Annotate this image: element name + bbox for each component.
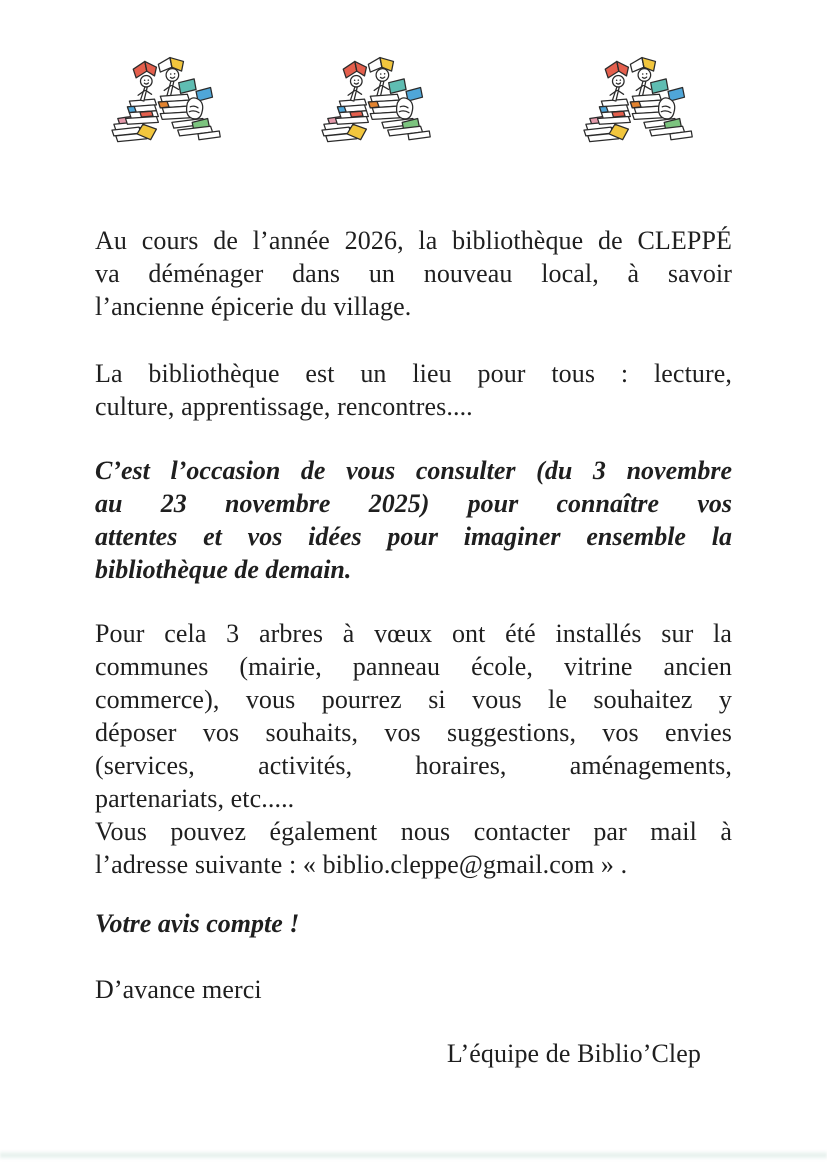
- children-reading-books-illustration: [583, 56, 699, 150]
- text-line: partenariats, etc.....: [95, 784, 295, 813]
- scan-edge-artifact: [0, 1150, 827, 1160]
- letter-body: [95, 224, 732, 1070]
- paragraph-8: [95, 1037, 732, 1070]
- text-line: commerce), vous pourrez si vous le souhaitez y: [95, 685, 732, 714]
- text-line: Pour cela 3 arbres à vœux ont été installés sur la: [95, 619, 732, 648]
- paragraph-4: [95, 617, 732, 815]
- text-line: au 23 novembre 2025) pour connaître vos: [95, 489, 732, 518]
- text-line: bibliothèque de demain.: [95, 555, 352, 584]
- paragraph-6: [95, 907, 732, 940]
- paragraph-5: [95, 815, 732, 881]
- paragraph-1: [95, 224, 732, 323]
- children-reading-books-illustration: [321, 56, 437, 150]
- text-line: Votre avis compte !: [95, 909, 300, 938]
- text-line: L’équipe de Biblio’Clep: [446, 1039, 701, 1068]
- text-line: l’adresse suivante : « biblio.cleppe@gmail.com » .: [95, 850, 628, 879]
- text-line: communes (mairie, panneau école, vitrine ancien: [95, 652, 732, 681]
- text-line: (services, activités, horaires, aménagements,: [95, 751, 732, 780]
- children-reading-books-illustration: [111, 56, 227, 150]
- text-line: La bibliothèque est un lieu pour tous : lecture,: [95, 359, 732, 388]
- text-line: l’ancienne épicerie du village.: [95, 292, 412, 321]
- text-line: D’avance merci: [95, 975, 262, 1004]
- text-line: va déménager dans un nouveau local, à savoir: [95, 259, 732, 288]
- text-line: culture, apprentissage, rencontres....: [95, 392, 473, 421]
- text-line: déposer vos souhaits, vos suggestions, vos envies: [95, 718, 732, 747]
- paragraph-3: [95, 454, 732, 586]
- text-line: Vous pouvez également nous contacter par mail à: [95, 817, 732, 846]
- text-line: attentes et vos idées pour imaginer ensemble la: [95, 522, 732, 551]
- paragraph-7: [95, 973, 732, 1006]
- text-line: C’est l’occasion de vous consulter (du 3 novembre: [95, 456, 732, 485]
- paragraph-2: [95, 357, 732, 423]
- header-illustrations: [0, 56, 827, 152]
- text-line: Au cours de l’année 2026, la bibliothèque de CLEPPÉ: [95, 226, 732, 255]
